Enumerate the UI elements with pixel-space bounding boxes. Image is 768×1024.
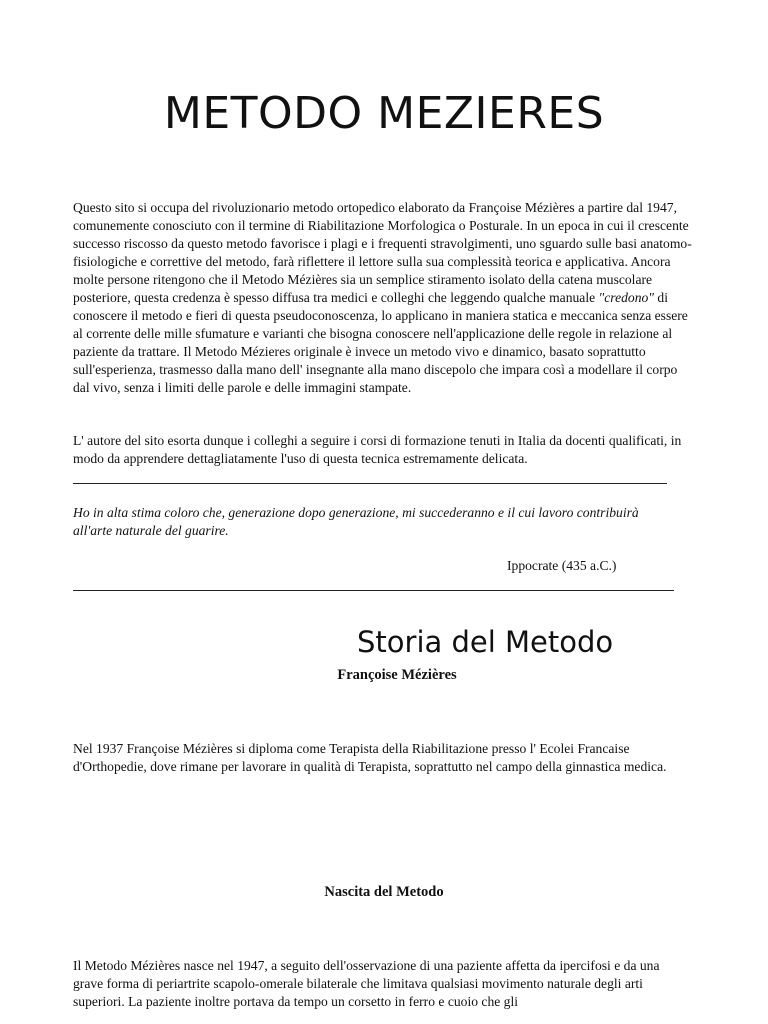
horizontal-rule [73,483,667,484]
page-title: METODO MEZIERES [163,88,605,139]
intro-italic-word: "credono" [598,290,655,305]
hippocrates-quote: Ho in alta stima coloro che, generazione dopo generazione, mi succederanno e il cui lavoro contribuirà all'arte naturale del guarire. [73,505,639,538]
intro-paragraph [73,199,693,397]
intro-text-part2: di conoscere il metodo e fieri di questa pseudoconoscenza, lo applicano in maniera statica e meccanica senza essere al corrente delle mille sfumature e varianti che bisogna conoscere nell'applicazione delle regole in relazione al paziente da trattare. Il Metodo Mézieres originale è invece un metodo vivo e dinamico, basato soprattutto sull'esperienza, trasmesso dalla mano dell' insegnante alla mano discepolo che impara così a modellare il corpo dal vivo, senza i limiti delle parole e delle immagini stampate. [73,290,688,395]
horizontal-rule [73,590,674,591]
section-title: Storia del Metodo [357,625,614,659]
author-note-paragraph: L' autore del sito esorta dunque i colleghi a seguire i corsi di formazione tenuti in Italia da docenti qualificati, in modo da apprendere dettagliatamente l'uso di questa tecnica estremamente delicata. [73,433,682,466]
quote-attribution: Ippocrate (435 a.C.) [507,558,617,573]
subheading-birth: Nascita del Metodo [324,884,444,900]
intro-text-part1: Questo sito si occupa del rivoluzionario metodo ortopedico elaborato da Françoise Mézières a partire dal 1947, comunemente conosciuto con il termine di Riabilitazione Morfologica o Posturale. In un epoca in cui il crescente successo riscosso da questo metodo favorisce i plagi e i frequenti stravolgimenti, uno sguardo sulle basi anatomo-fisiologiche e correttive del metodo, farà riflettere il lettore sulla sua complessità teorica e applicativa. Ancora molte persone ritengono che il Metodo Mézières sia un semplice stiramento isolato della catena muscolare posteriore, questa credenza è spesso diffusa tra medici e colleghi che leggendo qualche manuale [73,200,692,305]
history-paragraph: Nel 1937 Françoise Mézières si diploma come Terapista della Riabilitazione presso l' Ecolei Francaise d'Orthopedie, dove rimane per lavorare in qualità di Terapista, soprattutto nel campo della ginnastica medica. [73,741,667,774]
birth-paragraph: Il Metodo Mézières nasce nel 1947, a seguito dell'osservazione di una paziente affetta da ipercifosi e da una grave forma di periartrite scapolo-omerale bilaterale che limitava qualsiasi movimento naturale degli arti superiori. La paziente inoltre portava da tempo un corsetto in ferro e cuoio che gli [73,958,660,1009]
subheading-person: Françoise Mézières [337,667,457,683]
